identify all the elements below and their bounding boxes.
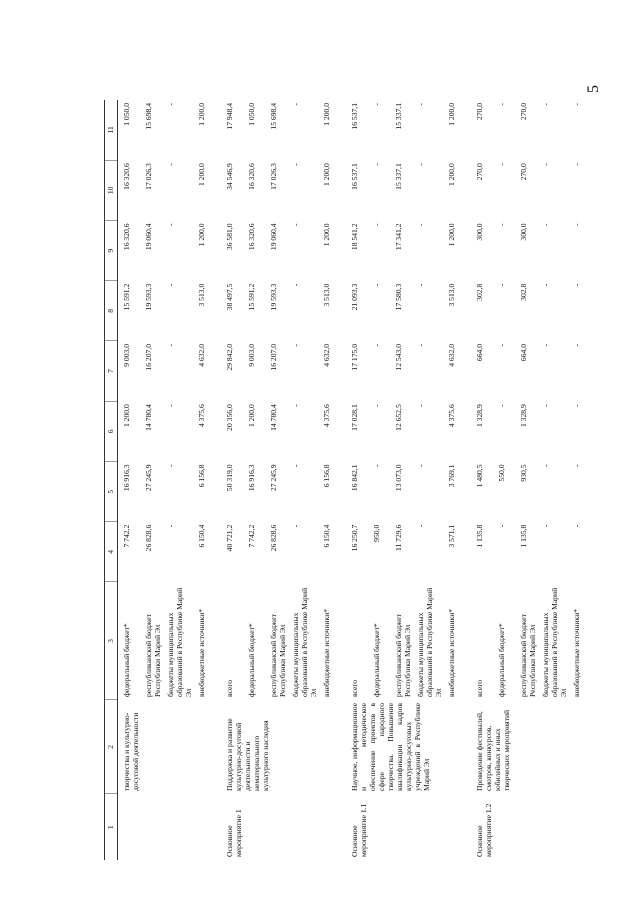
funding-source: бюджеты муниципальных образований в Республике Марий Эл — [541, 587, 568, 697]
section-heading — [118, 794, 216, 860]
amount-cell: 27 245,9 — [144, 464, 153, 492]
amount-cell: 11 729,6 — [394, 524, 403, 552]
amount-cell: - — [291, 223, 300, 227]
amount-cell: 13 073,0 — [394, 464, 403, 492]
amount-cell: 3 769,1 — [447, 464, 456, 488]
funding-source: республиканский бюджет Республики Марий Эл — [394, 614, 412, 697]
funding-source: внебюджетные источники* — [572, 608, 581, 697]
amount-cell: - — [372, 464, 381, 468]
amount-cell: - — [166, 223, 175, 227]
amount-cell: 17 026,3 — [144, 163, 153, 190]
amount-cell: 950,0 — [372, 524, 381, 542]
amount-cell: 270,0 — [519, 103, 528, 121]
amount-cell: 12 543,0 — [394, 344, 403, 371]
amount-cell: 1 200,0 — [122, 404, 131, 428]
amount-cell: - — [291, 464, 300, 468]
amount-cell: - — [416, 223, 425, 227]
amount-cell: 17 028,1 — [350, 404, 359, 431]
amount-cell: 4 375,6 — [447, 404, 456, 428]
amount-cell: 1 200,0 — [197, 223, 206, 247]
amount-cell: 300,0 — [519, 223, 528, 241]
funding-source: республиканский бюджет Республики Марий Эл — [269, 614, 287, 697]
amount-cell: - — [497, 524, 506, 528]
column-header-4: 4 — [105, 522, 118, 582]
amount-cell: - — [291, 103, 300, 106]
amount-cell: 16 320,6 — [122, 223, 131, 251]
amount-cell: 930,5 — [519, 464, 528, 482]
section-heading: Основное мероприятие 1 — [225, 809, 243, 857]
amount-cell: 21 093,3 — [350, 283, 359, 311]
funding-source: республиканский бюджет Республики Марий Эл — [144, 614, 162, 697]
amount-cell: 7 742,2 — [122, 524, 131, 548]
amount-cell: 270,0 — [519, 163, 528, 181]
amount-cell: - — [166, 464, 175, 468]
amount-cell: 16 320,6 — [122, 163, 131, 190]
amount-cell: 18 541,2 — [350, 223, 359, 251]
amount-cell: - — [541, 464, 550, 468]
amount-cell: 17 175,0 — [350, 344, 359, 371]
amount-cell: 1 050,0 — [122, 103, 131, 126]
amount-cell: 4 632,0 — [322, 344, 331, 367]
amount-cell: 19 060,4 — [144, 223, 153, 251]
amount-cell: - — [572, 344, 581, 347]
amount-cell: 4 632,0 — [197, 344, 206, 367]
funding-source: федеральный бюджет* — [122, 623, 131, 697]
amount-cell: - — [372, 223, 381, 227]
amount-cell: 15 337,1 — [394, 163, 403, 190]
amount-cell: 19 593,3 — [269, 283, 278, 311]
amount-cell: - — [291, 283, 300, 287]
amount-cell: 17 948,4 — [225, 103, 234, 130]
amount-cell: 1 200,0 — [447, 163, 456, 187]
spacer-cell — [590, 100, 596, 860]
amount-cell: - — [416, 464, 425, 468]
amount-cell: 4 375,6 — [322, 404, 331, 428]
amount-cell: - — [291, 163, 300, 166]
amount-cell: 3 513,0 — [322, 283, 331, 307]
funding-source: всего — [225, 679, 234, 697]
amount-cell: 550,0 — [497, 464, 506, 482]
amount-cell: 16 916,3 — [122, 464, 131, 492]
amount-cell: - — [372, 404, 381, 407]
table-body — [118, 100, 597, 860]
section-description: Поддержка и развитие культурно-досуговой деятельности и нематериального культурного наследия — [225, 718, 270, 791]
amount-cell: - — [291, 404, 300, 407]
amount-cell: 26 828,6 — [144, 524, 153, 552]
funding-source: внебюджетные источники* — [197, 608, 206, 697]
column-header-3: 3 — [105, 582, 118, 700]
amount-cell: 16 916,3 — [247, 464, 256, 492]
amount-cell: - — [541, 404, 550, 407]
amount-cell: - — [497, 103, 506, 106]
amount-cell: 3 513,0 — [447, 283, 456, 307]
amount-cell: - — [416, 404, 425, 407]
amount-cell: - — [541, 344, 550, 347]
amount-cell: 1 200,0 — [322, 163, 331, 187]
amount-cell: 19 593,3 — [144, 283, 153, 311]
section-description: Проведение фестивалей, смотров, конкурсов, юбилейных и иных творческих мероприятий — [475, 709, 511, 791]
column-header-7: 7 — [105, 341, 118, 401]
amount-cell: 4 375,6 — [197, 404, 206, 428]
amount-cell: 3 513,0 — [197, 283, 206, 307]
amount-cell: 6 156,8 — [197, 464, 206, 488]
amount-cell: 15 337,1 — [394, 103, 403, 130]
amount-cell: 36 581,0 — [225, 223, 234, 251]
amount-cell: 302,8 — [519, 283, 528, 301]
amount-cell: - — [541, 283, 550, 287]
amount-cell: 3 571,1 — [447, 524, 456, 548]
funding-source: бюджеты муниципальных образований в Республике Марий Эл — [291, 587, 318, 697]
amount-cell: 16 842,1 — [350, 464, 359, 492]
amount-cell: 1 135,8 — [519, 524, 528, 548]
column-header-2: 2 — [105, 700, 118, 794]
column-header-10: 10 — [105, 160, 118, 220]
column-header-1: 1 — [105, 794, 118, 860]
amount-cell: 1 200,0 — [247, 404, 256, 428]
amount-cell: - — [572, 464, 581, 468]
table-row — [118, 100, 141, 860]
section-spacer — [590, 100, 596, 860]
amount-cell: - — [497, 223, 506, 227]
funding-source: внебюджетные источники* — [322, 608, 331, 697]
page-number: 5 — [585, 85, 602, 93]
table-row — [221, 100, 243, 860]
amount-cell: 1 328,9 — [519, 404, 528, 428]
amount-cell: - — [572, 223, 581, 227]
column-header-row — [105, 100, 118, 860]
amount-cell: 17 580,3 — [394, 283, 403, 311]
amount-cell: 1 135,8 — [475, 524, 484, 548]
amount-cell: - — [372, 344, 381, 347]
amount-cell: - — [572, 163, 581, 166]
amount-cell: 27 245,9 — [269, 464, 278, 492]
column-header-11: 11 — [105, 100, 118, 160]
budget-table — [104, 100, 596, 860]
amount-cell: 19 060,4 — [269, 223, 278, 251]
amount-cell: - — [416, 283, 425, 287]
amount-cell: - — [572, 283, 581, 287]
funding-source: всего — [350, 679, 359, 697]
amount-cell: - — [572, 103, 581, 106]
amount-cell: - — [541, 223, 550, 227]
amount-cell: - — [497, 404, 506, 407]
amount-cell: - — [166, 524, 175, 528]
amount-cell: 15 698,4 — [144, 103, 153, 130]
table-row — [471, 100, 493, 860]
amount-cell: 40 721,2 — [225, 524, 234, 552]
amount-cell: 50 319,0 — [225, 464, 234, 492]
amount-cell: 29 842,0 — [225, 344, 234, 371]
amount-cell: - — [497, 344, 506, 347]
amount-cell: 9 003,0 — [122, 344, 131, 367]
amount-cell: 1 200,0 — [447, 103, 456, 126]
amount-cell: 1 200,0 — [322, 223, 331, 247]
section-description: творчества и культурно-досуговой деятельности — [122, 712, 140, 791]
amount-cell: - — [166, 163, 175, 166]
amount-cell: 302,8 — [475, 283, 484, 301]
amount-cell: 34 546,9 — [225, 163, 234, 190]
amount-cell: - — [166, 404, 175, 407]
amount-cell: 7 742,2 — [247, 524, 256, 548]
amount-cell: - — [416, 344, 425, 347]
amount-cell: 4 632,0 — [447, 344, 456, 367]
amount-cell: - — [416, 524, 425, 528]
amount-cell: - — [572, 404, 581, 407]
amount-cell: - — [416, 163, 425, 166]
amount-cell: 16 537,1 — [350, 163, 359, 190]
amount-cell: - — [372, 103, 381, 106]
column-header-5: 5 — [105, 462, 118, 522]
amount-cell: 1 200,0 — [197, 103, 206, 126]
amount-cell: 16 537,1 — [350, 103, 359, 130]
amount-cell: 16 207,0 — [269, 344, 278, 371]
amount-cell: 1 328,9 — [475, 404, 484, 428]
amount-cell: 15 591,2 — [247, 283, 256, 311]
amount-cell: - — [497, 283, 506, 287]
amount-cell: 1 200,0 — [322, 103, 331, 126]
amount-cell: 26 828,6 — [269, 524, 278, 552]
funding-source: республиканский бюджет Республики Марий Эл — [519, 614, 537, 697]
amount-cell: 1 200,0 — [447, 223, 456, 247]
funding-source: всего — [475, 679, 484, 697]
funding-source: федеральный бюджет* — [497, 623, 506, 697]
amount-cell: - — [541, 524, 550, 528]
amount-cell: 16 250,7 — [350, 524, 359, 552]
amount-cell: 6 150,4 — [197, 524, 206, 548]
amount-cell: 16 320,6 — [247, 163, 256, 190]
amount-cell: 16 320,6 — [247, 223, 256, 251]
amount-cell: - — [416, 103, 425, 106]
amount-cell: 38 497,5 — [225, 283, 234, 311]
amount-cell: 270,0 — [475, 103, 484, 121]
amount-cell: 15 698,4 — [269, 103, 278, 130]
section-heading: Основное мероприятие 1.2 — [475, 803, 493, 857]
amount-cell: 14 780,4 — [269, 404, 278, 431]
amount-cell: 1 050,0 — [247, 103, 256, 126]
funding-source: федеральный бюджет* — [247, 623, 256, 697]
amount-cell: - — [541, 163, 550, 166]
amount-cell: 17 026,3 — [269, 163, 278, 190]
amount-cell: - — [372, 283, 381, 287]
section-description: Научное, информационное и методическое обеспечение проектов в сфере народного творчества. Повышение квалификации кадров культурно-досуговых учреждений в Республике Марий Эл — [350, 703, 431, 791]
amount-cell: 664,0 — [519, 344, 528, 362]
amount-cell: - — [166, 283, 175, 287]
amount-cell: 300,0 — [475, 223, 484, 241]
amount-cell: - — [541, 103, 550, 106]
amount-cell: 270,0 — [475, 163, 484, 181]
amount-cell: - — [166, 344, 175, 347]
amount-cell: 9 003,0 — [247, 344, 256, 367]
amount-cell: 12 652,5 — [394, 404, 403, 431]
amount-cell: - — [372, 163, 381, 166]
table-row — [346, 100, 368, 860]
amount-cell: 6 156,8 — [322, 464, 331, 488]
funding-source: бюджеты муниципальных образований в Республике Марий Эл — [416, 587, 443, 697]
column-header-8: 8 — [105, 281, 118, 341]
amount-cell: 14 780,4 — [144, 404, 153, 431]
funding-source: федеральный бюджет* — [372, 623, 381, 697]
section-heading: Основное мероприятие 1.1 — [350, 803, 368, 857]
column-header-9: 9 — [105, 221, 118, 281]
amount-cell: - — [572, 524, 581, 528]
amount-cell: - — [291, 524, 300, 528]
amount-cell: 1 200,0 — [197, 163, 206, 187]
amount-cell: 1 480,5 — [475, 464, 484, 488]
column-header-6: 6 — [105, 401, 118, 461]
funding-source: бюджеты муниципальных образований в Республике Марий Эл — [166, 587, 193, 697]
amount-cell: - — [291, 344, 300, 347]
amount-cell: 20 356,0 — [225, 404, 234, 431]
amount-cell: - — [497, 163, 506, 166]
amount-cell: 6 150,4 — [322, 524, 331, 548]
budget-table-rotated — [104, 100, 581, 860]
funding-source: внебюджетные источники* — [447, 608, 456, 697]
amount-cell: 17 341,2 — [394, 223, 403, 251]
amount-cell: 16 207,0 — [144, 344, 153, 371]
amount-cell: - — [166, 103, 175, 106]
amount-cell: 15 591,2 — [122, 283, 131, 311]
amount-cell: 664,0 — [475, 344, 484, 362]
